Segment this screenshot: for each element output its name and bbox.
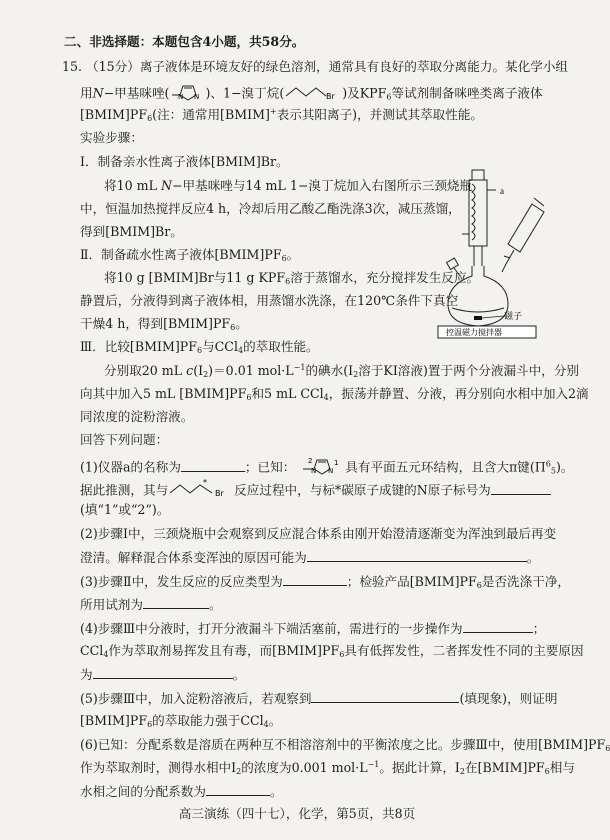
- sub5-line-1: (5)步骤Ⅲ中，加入淀粉溶液后，若观察到 (填现象)，则证明: [80, 691, 558, 706]
- sub4-line-2: CCl$_4$作为萃取剂易挥发且有毒，而$[BMIM]PF_6$具有低挥发性，二者挥发性不同的主要原因: [80, 643, 584, 659]
- svg-text:N: N: [328, 467, 334, 475]
- sub3-line-1: (3)步骤Ⅱ中，发生反应的反应类型为 ；检验产品$[BMIM]PF_6$是否洗涤干净，: [80, 574, 570, 590]
- sub1-line-3: (填“1”或“2”)。: [80, 502, 170, 517]
- answer-blank-1b[interactable]: [491, 482, 551, 495]
- br-label: Br: [215, 489, 224, 498]
- steps-title: 实验步骤：: [80, 130, 143, 145]
- sub3-line-2: 所用试剂为 。: [80, 597, 222, 612]
- answer-blank-4b[interactable]: [93, 666, 233, 679]
- step2-line-2: 静置后，分液得到离子液体相，用蒸馏水洗涤，在120℃条件下真空: [80, 293, 459, 308]
- step3-title: Ⅲ．比较$[BMIM]PF_6$与CCl$_4$的萃取性能。: [80, 339, 319, 355]
- sub1-line-2: 据此推测，其与 * Br 反应过程中，与标*碳原子成键的N原子标号为: [80, 479, 551, 503]
- n-label-1: 1: [334, 459, 339, 467]
- sub2-line-2: 澄清。解释混合体系变浑浊的原因可能为 。: [80, 550, 540, 565]
- sub6-line-1: (6)已知：分配系数是溶质在两种互不相溶溶剂中的平衡浓度之比。步骤Ⅲ中，使用$[BMIM]PF_6$: [80, 737, 610, 753]
- step2-line-1: 将10 g [BMIM]Br与11 g $KPF_6$溶于蒸馏水，充分搅拌发生反应。: [104, 270, 480, 286]
- answer-blank-4a[interactable]: [463, 620, 533, 633]
- sub6-line-3: 水相之间的分配系数为 。: [80, 784, 283, 799]
- n-label-2: 2: [308, 457, 313, 465]
- bromobutane-starred-structure: [168, 479, 234, 503]
- svg-text:N: N: [194, 93, 200, 101]
- page-footer: 高三演练（四十七），化学，第5页，共8页: [178, 806, 416, 821]
- step3-line-2: 向其中加入5 mL $[BMIM]PF_6$和5 mL CCl$_4$，振荡并静置、分液，再分别向水相中加入2滴: [80, 386, 589, 402]
- step3-line-1: 分别取20 mL $c(I_2)=0.01$ $mol\cdot L^{-1}$的碘水($I_2$溶于KI溶液)置于两个分液漏斗中，分别: [104, 363, 580, 379]
- svg-text:Br: Br: [326, 92, 336, 101]
- stir-bar: [474, 316, 482, 320]
- sub6-line-2: 作为萃取剂时，测得水相中$I_2$的浓度为0.001 $mol\cdot L^{-1}$。据此计算，$I_2$在$[BMIM]PF_6$相与: [80, 760, 575, 776]
- dropping-funnel: [502, 198, 544, 272]
- svg-text:N: N: [311, 467, 317, 475]
- sub4-line-3: 为 。: [80, 667, 246, 682]
- answer-blank-6[interactable]: [206, 783, 270, 796]
- sub1-line-1: (1)仪器a的名称为 ；已知： N N 2 1 具有平面五元环结构，且含大π键$(\Pi^6_5)$。: [80, 456, 574, 480]
- step2-title: Ⅱ．制备疏水性离子液体$[BMIM]PF_6$。: [80, 247, 300, 263]
- q15-intro-line-2: 用N−甲基咪唑( N N )、1−溴丁烷( Br )及$KPF_6$等试剂制备咪唑类离子液体: [80, 82, 543, 106]
- reflux-condenser: [462, 170, 496, 266]
- answer-blank-3a[interactable]: [283, 573, 347, 586]
- answer-blank-3b[interactable]: [143, 596, 209, 609]
- bromobutane-structure: [284, 83, 342, 105]
- answer-blank-2[interactable]: [307, 549, 527, 562]
- step1-line-3: 得到[BMIM]Br。: [80, 224, 183, 239]
- step2-line-3: 干燥4 h，得到$[BMIM]PF_6$。: [80, 316, 248, 332]
- label-magnet: 磁子: [504, 312, 523, 322]
- answer-blank-5[interactable]: [311, 690, 459, 703]
- sub5-line-2: $[BMIM]PF_6$的萃取能力强于CCl$_4$。: [80, 713, 282, 729]
- three-neck-flask-apparatus: [434, 168, 552, 340]
- q15-intro-line-1: 15. （15分）离子液体是环境友好的绿色溶剂，通常具有良好的萃取分离能力。某化学小组: [62, 59, 569, 74]
- answer-title: 回答下列问题：: [80, 432, 169, 447]
- sub2-line-1: (2)步骤Ⅰ中，三颈烧瓶中会观察到反应混合体系由刚开始澄清逐渐变为浑浊到最后再变: [80, 526, 557, 541]
- label-a: a: [500, 186, 504, 196]
- answer-blank-1a[interactable]: [181, 459, 245, 472]
- methylimidazole-numbered-structure: [295, 456, 345, 480]
- step1-title: Ⅰ．制备亲水性离子液体[BMIM]Br。: [80, 154, 289, 169]
- q15-intro-line-3: $[BMIM]PF_6$(注：通常用[BMIM]+表示其阳离子)，并测试其萃取性能。: [80, 107, 484, 123]
- label-stirrer: 控温磁力搅拌器: [446, 328, 502, 337]
- step1-line-1: 将10 mL N−甲基咪唑与14 mL 1−溴丁烷加入右图所示三颈烧瓶: [104, 178, 473, 193]
- methylimidazole-structure: [169, 82, 205, 106]
- step3-line-3: 同浓度的淀粉溶液。: [80, 409, 194, 424]
- svg-text:N: N: [178, 93, 184, 101]
- star-label: *: [203, 478, 208, 487]
- step1-line-2: 中，恒温加热搅拌反应4 h，冷却后用乙酸乙酯洗涤3次，减压蒸馏，: [80, 201, 461, 216]
- sub4-line-1: (4)步骤Ⅲ中分液时，打开分液漏斗下端活塞前，需进行的一步操作为 ；: [80, 621, 546, 636]
- section-header: 二、非选择题：本题包含4小题，共58分。: [64, 34, 305, 49]
